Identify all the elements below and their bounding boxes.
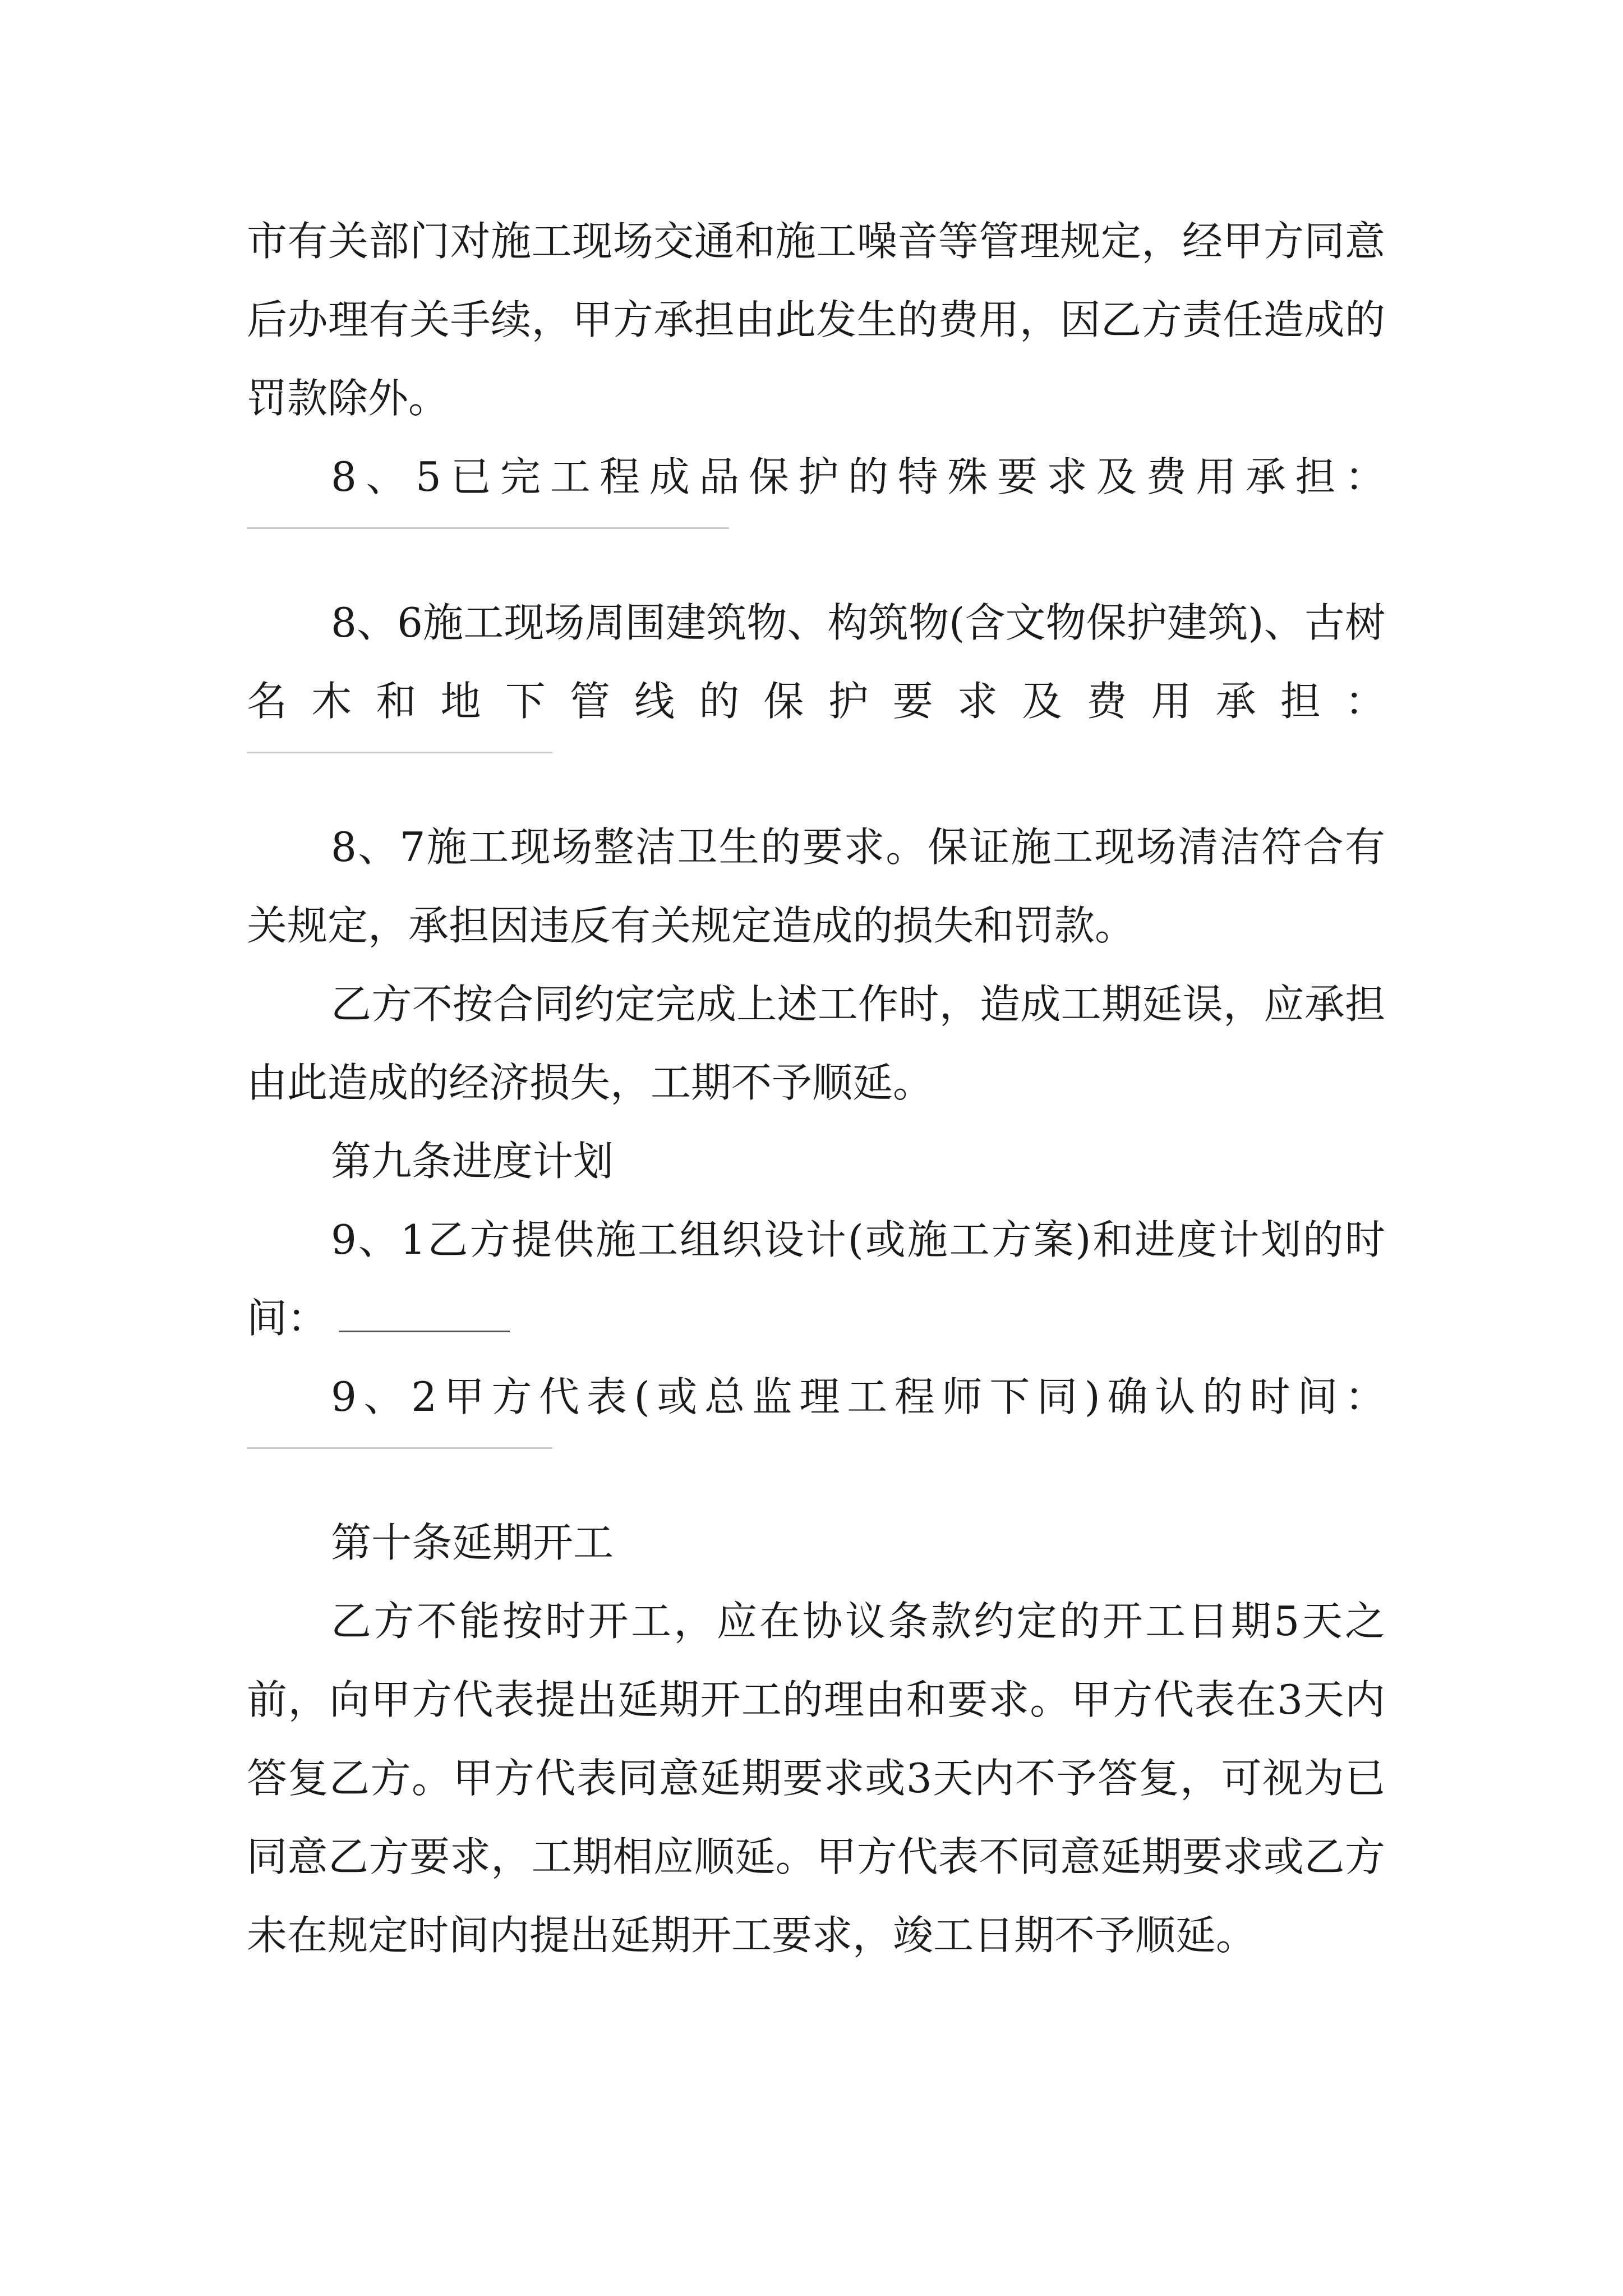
clause-8-5: 8、5已完工程成品保护的特殊要求及费用承担： xyxy=(331,453,1385,500)
clause-9-1 xyxy=(247,1200,1385,1358)
inline-blank-9-1 xyxy=(339,1330,510,1332)
fill-in-blank-8-5 xyxy=(247,516,1385,583)
paragraph-delayed-start: 乙方不能按时开工，应在协议条款约定的开工日期5天之前，向甲方代表提出延期开工的理由和要求。甲方代表在3天内答复乙方。甲方代表同意延期要求或3天内不予答复，可视为已同意乙方要求，工期相应顺延。甲方代表不同意延期要求或乙方未在规定时间内提出延期开工要求，竣工日期不予顺延。 xyxy=(247,1598,1385,1959)
heading-article-9: 第九条进度计划 xyxy=(331,1138,614,1185)
document-page xyxy=(247,202,1385,1975)
fill-in-blank-9-2 xyxy=(247,1436,1385,1503)
clause-8-7: 8、7施工现场整洁卫生的要求。保证施工现场清洁符合有关规定，承担因违反有关规定造成的损失和罚款。 xyxy=(247,823,1385,949)
blank-rule xyxy=(247,752,552,753)
fill-in-blank-8-6 xyxy=(247,740,1385,808)
paragraph-site-regulations: 市有关部门对施工现场交通和施工噪音等管理规定，经甲方同意后办理有关手续，甲方承担由此发生的费用，因乙方责任造成的罚款除外。 xyxy=(247,218,1385,422)
paragraph-delay-liability: 乙方不按合同约定完成上述工作时，造成工期延误，应承担由此造成的经济损失，工期不予顺延。 xyxy=(247,981,1385,1106)
blank-rule xyxy=(247,1447,552,1449)
clause-9-1-text: 9、1乙方提供施工组织设计(或施工方案)和进度计划的时间： xyxy=(247,1216,1385,1342)
blank-rule xyxy=(247,527,729,529)
clause-8-6: 8、6施工现场周围建筑物、构筑物(含文物保护建筑)、古树名木和地下管线的保护要求及费用承担： xyxy=(247,599,1385,725)
clause-9-2: 9、2甲方代表(或总监理工程师下同)确认的时间： xyxy=(331,1373,1385,1420)
heading-article-10: 第十条延期开工 xyxy=(331,1519,614,1566)
